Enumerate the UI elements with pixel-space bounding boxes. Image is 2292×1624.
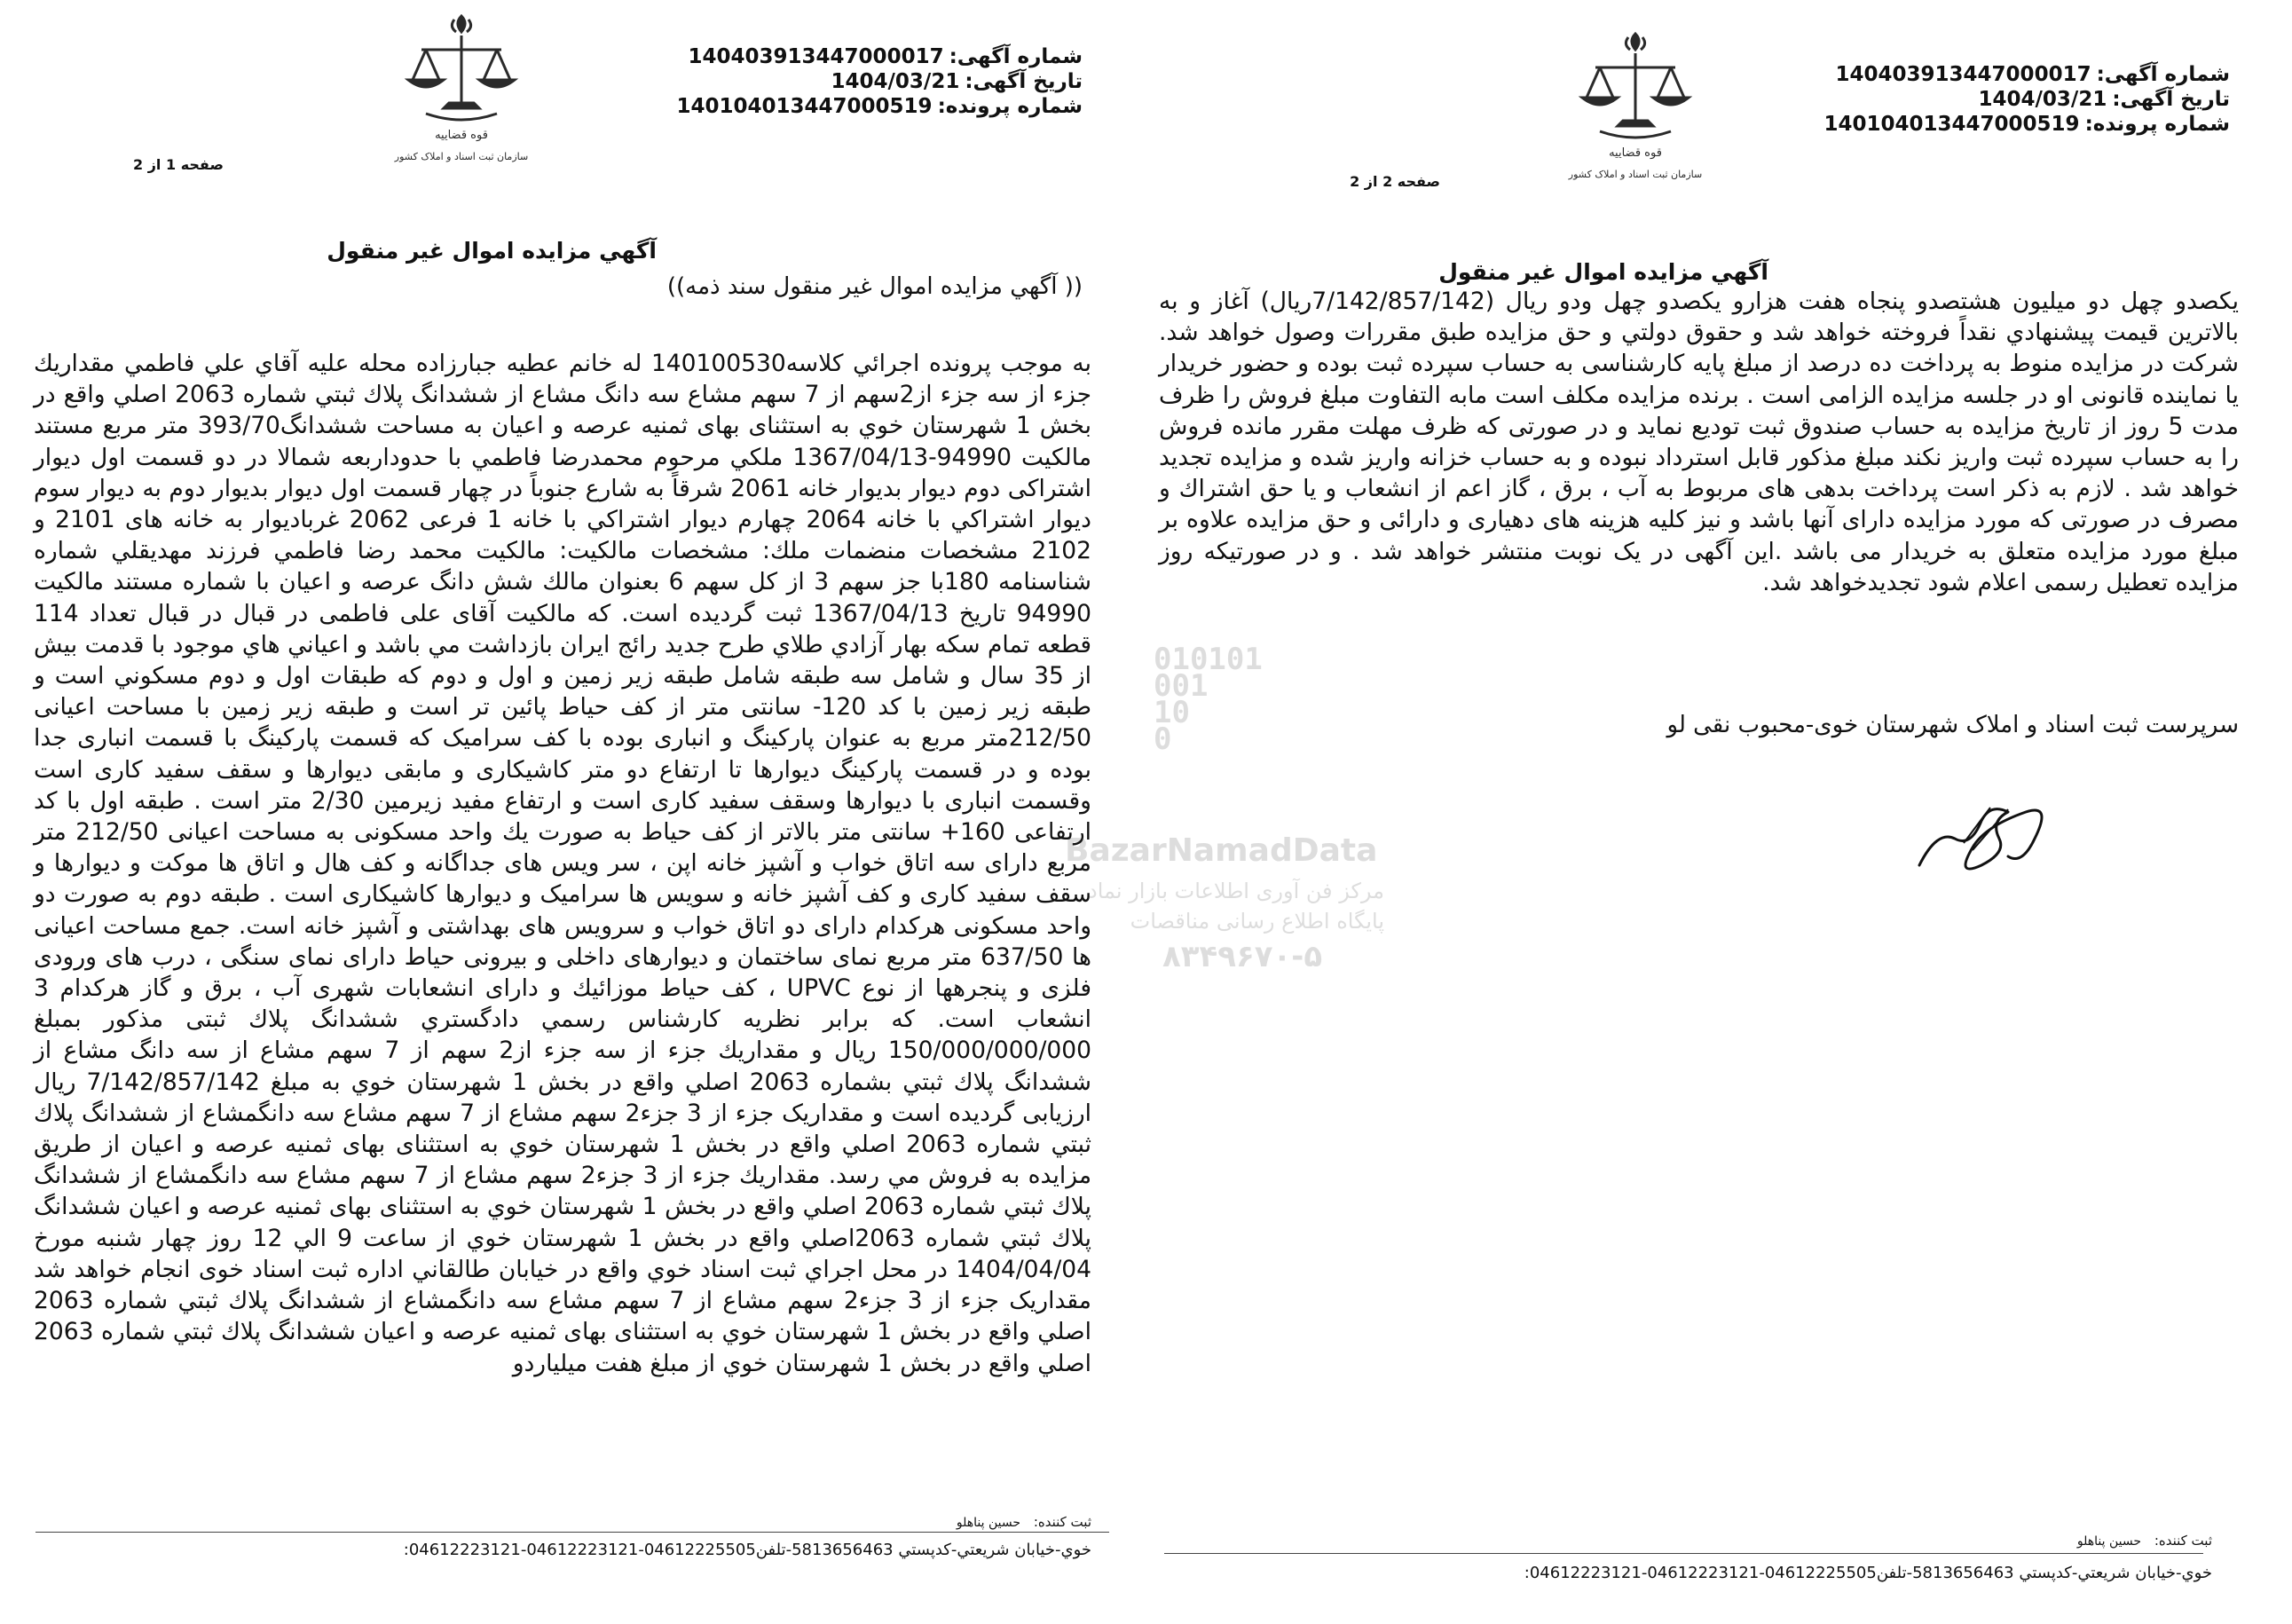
watermark-line-2: پایگاه اطلاع رسانی مناقصات <box>1130 909 1384 934</box>
ad-date: 1404/03/21 <box>831 70 960 93</box>
footer-address: خوي-خيابان شريعتي-كدپستي 5813656463-تلفن04612225505-04612223121-04612223121: <box>403 1541 1091 1559</box>
registrar-label: ثبت کننده: <box>2154 1533 2212 1549</box>
file-number-label: شماره پرونده: <box>937 95 1083 118</box>
ad-number-label: شماره آگهی: <box>2096 63 2230 86</box>
file-number: 140104013447000519 <box>676 95 933 118</box>
ad-number-label: شماره آگهی: <box>949 45 1083 68</box>
registrar-label: ثبت کننده: <box>1033 1514 1091 1530</box>
svg-text:سازمان ثبت اسناد و املاک کشور: سازمان ثبت اسناد و املاک کشور <box>1568 169 1703 180</box>
ad-date-label: تاریخ آگهی: <box>965 70 1083 93</box>
watermark-brand: BazarNamadData <box>1065 832 1378 869</box>
ad-date-label: تاریخ آگهی: <box>2112 88 2230 111</box>
file-number: 140104013447000519 <box>1823 113 2080 136</box>
judiciary-emblem-logo <box>1547 27 1724 186</box>
header-meta <box>1824 62 2231 137</box>
document-page-2 <box>1146 0 2292 1624</box>
file-number-label: شماره پرونده: <box>2084 113 2230 136</box>
footer-address: خوي-خيابان شريعتي-كدپستي 5813656463-تلفن04612225505-04612223121-04612223121: <box>1524 1564 2212 1582</box>
ad-date: 1404/03/21 <box>1978 88 2107 111</box>
watermark-digits: 010101 001 10 0 <box>1154 642 1263 757</box>
svg-text:قوه قضاییه: قوه قضاییه <box>1609 146 1662 160</box>
ad-number: 140403913447000017 <box>688 45 944 68</box>
registrar-footer <box>2077 1533 2212 1549</box>
watermark-line-1: مرکز فن آوری اطلاعات بازار نماد <box>1088 879 1384 903</box>
footer-divider <box>35 1532 1109 1533</box>
header-meta <box>677 44 1083 119</box>
scales-of-justice-icon <box>1547 27 1724 186</box>
page-title: آگهي مزايده اموال غير منقول <box>1438 259 1768 285</box>
watermark-phone: ۸۳۴۹۶۷۰-۵ <box>1162 939 1323 974</box>
registrar-name: حسین پناهلو <box>2076 1534 2142 1549</box>
svg-text:قوه قضاییه: قوه قضاییه <box>435 129 488 142</box>
page-number: صفحه 1 از 2 <box>133 156 224 173</box>
registrar-name: حسین پناهلو <box>956 1516 1021 1530</box>
notice-body: يكصدو چهل دو ميليون هشتصدو پنجاه هفت هزارو يكصدو چهل ودو ريال (7/142/857/142ريال) آغاز و به بالاترين قيمت پيشنهادي نقداً فروخته خواهد شد و حقوق دولتي و حق مزايده طبق مقررات وصول خواهد شد. شركت در مزايده منوط به پرداخت ده درصد از مبلغ پايه كارشناسی به حساب سپرده ثبت بوده و حضور خريدار يا نماينده قانونی او در جلسه مزايده الزامی است . برنده مزايده مكلف است مابه التفاوت مبلغ فروش را ظرف مدت 5 روز از تاريخ مزايده به حساب صندوق ثبت توديع نمايد و در صورتی كه ظرف مهلت مقرر مانده فروش را به حساب سپرده ثبت واريز نكند مبلغ مذكور قابل استرداد نبوده و به حساب خزانه واريز شده و مزايده تجديد خواهد شد . لازم به ذكر است پرداخت بدهی های مربوط به آب ، برق ، گاز اعم از انشعاب و يا حق اشتراك و مصرف در صورتی كه مورد مزايده دارای آنها باشد و نيز كليه هزينه های دهياری و دارائی و حق مزايده علاوه بر مبلغ مورد مزايده متعلق به خريدار می باشد .اين آگهی در يک نوبت منتشر خواهد شد . و در صورتيكه روز مزايده تعطيل رسمی اعلام شود تجديدخواهد شد. <box>1159 288 2239 596</box>
page-title: آگهي مزايده اموال غير منقول <box>327 238 657 264</box>
signatory-title: سرپرست ثبت اسناد و املاک شهرستان خوی-محبوب نقی لو <box>1666 712 2239 738</box>
page-subtitle: (( آگهي مزايده اموال غير منقول سند ذمه)) <box>666 273 1083 300</box>
document-page-1 <box>0 0 1145 1624</box>
handwritten-signature <box>1910 781 2097 887</box>
ad-number: 140403913447000017 <box>1835 63 2091 86</box>
footer-divider <box>1164 1553 2203 1554</box>
notice-body: به موجب پرونده اجرائي كلاسه140100530 له خانم عطيه جبارزاده محله عليه آقاي علي فاطمي مقداريك جزء از سه جزء از2سهم از 7 سهم مشاع سه دانگ مشاع از ششدانگ پلاك ثبتي شماره 2063 اصلي واقع در بخش 1 شهرستان خوي به استثنای بهای ثمنیه عرصه و اعیان به مساحت ششدانگ393/70 متر مربع مستند مالكيت 94990-1367/04/13 ملكي مرحوم محمدرضا فاطمي با حدوداربعه شمالا در دو قسمت اول ديوار اشتراکی دوم دیوار بديوار خانه 2061 شرقاً به شارع جنوباً در چهار قسمت اول دیوار بدیوار دوم به ديوار سوم ديوار اشتراكي با خانه 2064 چهارم ديوار اشتراكي با خانه 1 فرعی 2062 غرباديوار به خانه های 2101 و 2102 مشخصات منضمات ملك: مشخصات مالكيت: مالكيت محمد رضا فاطمي فرزند مهديقلي شماره شناسنامه 180با جز سهم 3 از کل سهم 6 بعنوان مالك شش دانگ عرصه و اعيان با شماره مستند مالكيت 94990 تاريخ 1367/04/13 ثبت گرديده است. كه مالكيت آقای علی فاطمی در قبال در قبال تعداد 114 قطعه تمام سكه بهار آزادي طلاي طرح جديد رائج ايران بازداشت مي باشد و اعياني هاي موجود با قدمت بيش از 35 سال و شامل سه طبقه شامل طبقه زير زمين و اول و دوم كه طبقات اول و دوم مسكوني است و طبقه زير زمين با كد 120- سانتی متر از کف حیاط پائين تر است و طبقه زير زمين با مساحت اعيانی 212/50متر مربع به عنوان پاركينگ و انباری بوده با كف سراميک كه قسمت پاركينگ با قسمت انباری جدا بوده و در قسمت پاركينگ ديوارها تا ارتفاع دو متر كاشيكاری و مابقی ديوارها و سقف سفيد كاری است وقسمت انباری با ديوارها وسقف سفيد كاری است و ارتفاع مفيد زيرمين 2/30 متر است . طبقه اول با كد ارتفاعی 160+ سانتی متر بالاتر از كف حياط به صورت يك واحد مسكونی به مساحت اعيانی 212/50 متر مربع دارای سه اتاق خواب و آشپز خانه اپن ، سر ويس های جداگانه و كف هال و اتاق ها موكت و ديوارها و سقف سفيد كاری و كف آشپز خانه و سويس ها سراميک و ديوارها كاشيكاری است . طبقه دوم به صورت دو واحد مسكونی هركدام دارای دو اتاق خواب و سرويس های بهداشتی و آشپز خانه است. جمع مساحت اعيانی ها 637/50 متر مربع نمای ساختمان و ديوارهای داخلی و بيرونی حياط دارای نمای سنگی ، درب های ورودی فلزی و پنجرهها از نوع UPVC ، كف حياط موزائيك و دارای انشعابات شهری آب ، برق و گاز هركدام 3 انشعاب است. كه برابر نظريه كارشناس رسمي دادگستري ششدانگ پلاك ثبتی مذكور بمبلغ 150/000/000/000 ريال و مقداريك جزء از سه جزء از2 سهم از 7 سهم مشاع از سه دانگ مشاع از ششدانگ پلاك ثبتي بشماره 2063 اصلي واقع در بخش 1 شهرستان خوي به مبلغ 7/142/857/142 ريال ارزيابی گرديده است و مقداريک جزء از 3 جزء2 سهم مشاع از 7 سهم مشاع سه دانگمشاع از ششدانگ پلاك ثبتي شماره 2063 اصلي واقع در بخش 1 شهرستان خوي به استثنای بهای ثمنيه عرصه و اعيان از طريق مزايده به فروش مي رسد. مقداريك جزء از 3 جزء2 سهم مشاع از 7 سهم مشاع سه دانگمشاع از ششدانگ پلاك ثبتي شماره 2063 اصلي واقع در بخش 1 شهرستان خوي به استثنای بهای ثمنيه عرصه و اعيان ششدانگ پلاك ثبتي شماره 2063اصلي واقع در بخش 1 شهرستان خوي از ساعت 9 الي 12 روز چهار شنبه مورخ 1404/04/04 در محل اجراي ثبت اسناد خوي واقع در خيابان طالقاني اداره ثبت اسناد خوی انجام خواهد شد مقداريک جزء از 3 جزء2 سهم مشاع از 7 سهم مشاع سه دانگمشاع از ششدانگ پلاك ثبتي شماره 2063 اصلي واقع در بخش 1 شهرستان خوي به استثنای بهای ثمنيه عرصه و اعيان ششدانگ پلاك ثبتي شماره 2063 اصلي واقع در بخش 1 شهرستان خوي از مبلغ هفت ميلياردو <box>34 350 1092 1377</box>
page-number: صفحه 2 از 2 <box>1350 173 1440 190</box>
registrar-footer <box>957 1514 1091 1530</box>
scales-of-justice-icon <box>373 9 550 169</box>
judiciary-emblem-logo <box>373 9 550 169</box>
svg-text:سازمان ثبت اسناد و املاک کشور: سازمان ثبت اسناد و املاک کشور <box>394 151 529 162</box>
